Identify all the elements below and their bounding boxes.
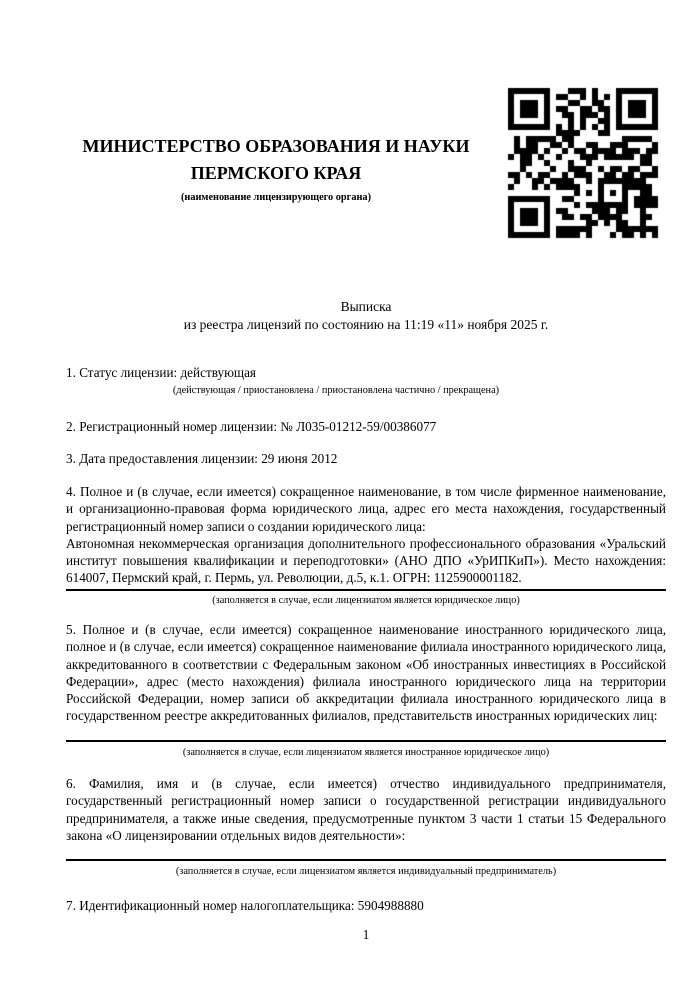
item-6-caption: (заполняется в случае, если лицензиатом является индивидуальный предприниматель) <box>175 866 557 878</box>
item-4-caption: (заполняется в случае, если лицензиатом является юридическое лицо) <box>212 594 520 606</box>
qr-code-icon <box>500 80 666 246</box>
item-1-caption: (действующая / приостановлена / приостановлена частично / прекращена) <box>172 385 500 397</box>
document-title-line1: Выписка <box>340 299 392 314</box>
page-number: 1 <box>362 927 370 942</box>
item-1-text: 1. Статус лицензии: действующая <box>66 365 257 380</box>
item-6-heading: 6. Фамилия, имя и (в случае, если имеется) отчество индивидуального предпринимателя, государственный регистрационный номер записи о государственной регистрации индивидуального предпринимателя, а также иные сведения, предусмотренные пунктом 3 части 1 статьи 15 Федерального закона «О лицензировании отдельных видов деятельности»: <box>66 776 666 843</box>
document-title <box>66 298 666 334</box>
ministry-name: МИНИСТЕРСТВО ОБРАЗОВАНИЯ И НАУКИ ПЕРМСКОГО КРАЯ <box>82 136 470 183</box>
item-5-blank-line <box>66 740 666 742</box>
ministry-caption: (наименование лицензирующего органа) <box>180 192 371 203</box>
item-4-blank-line <box>66 589 666 591</box>
item-2-text: 2. Регистрационный номер лицензии: № Л035-01212-59/00386077 <box>66 419 437 434</box>
item-1 <box>66 364 666 397</box>
item-7-text: 7. Идентификационный номер налогоплательщика: 5904988880 <box>66 898 424 913</box>
item-5-blank-space <box>66 725 666 740</box>
item-6 <box>66 775 666 878</box>
item-5-heading: 5. Полное и (в случае, если имеется) сокращенное наименование иностранного юридического лица, полное и (в случае, если имеется) сокращенное наименование филиала иностранного юридического лица, аккредитованного в соответствии с Федеральным законом «Об иностранных инвестициях в Российской Федерации», адрес (место нахождения) филиала иностранного юридического лица на территории Российской Федерации, номер записи об аккредитации филиала иностранного юридического лица в государственном реестре аккредитованных филиалов, представительств иностранных юридических лиц: <box>66 622 666 724</box>
item-5 <box>66 621 666 759</box>
item-6-blank-space <box>66 844 666 859</box>
item-7 <box>66 897 666 914</box>
item-6-blank-line <box>66 859 666 861</box>
item-3 <box>66 450 666 467</box>
item-3-text: 3. Дата предоставления лицензии: 29 июня 2012 <box>66 451 338 466</box>
item-5-caption: (заполняется в случае, если лицензиатом является иностранное юридическое лицо) <box>182 746 550 758</box>
item-4 <box>66 483 666 607</box>
item-2 <box>66 418 666 435</box>
item-4-heading: 4. Полное и (в случае, если имеется) сокращенное наименование, в том числе фирменное наименование, и организационно-правовая форма юридического лица, адрес его места нахождения, государственный регистрационный номер записи о создании юридического лица: <box>66 484 666 534</box>
ministry-header <box>51 133 501 204</box>
item-4-value: Автономная некоммерческая организация дополнительного профессионального образования «Уральский институт повышения квалификации и переподготовки» (АНО ДПО «УрИПКиП»). Место нахождения: 614007, Пермский край, г. Пермь, ул. Революции, д.5, к.1. ОГРН: 1125900001182. <box>66 535 666 586</box>
document-title-line2: из реестра лицензий по состоянию на 11:19 «11» ноября 2025 г. <box>183 317 549 332</box>
